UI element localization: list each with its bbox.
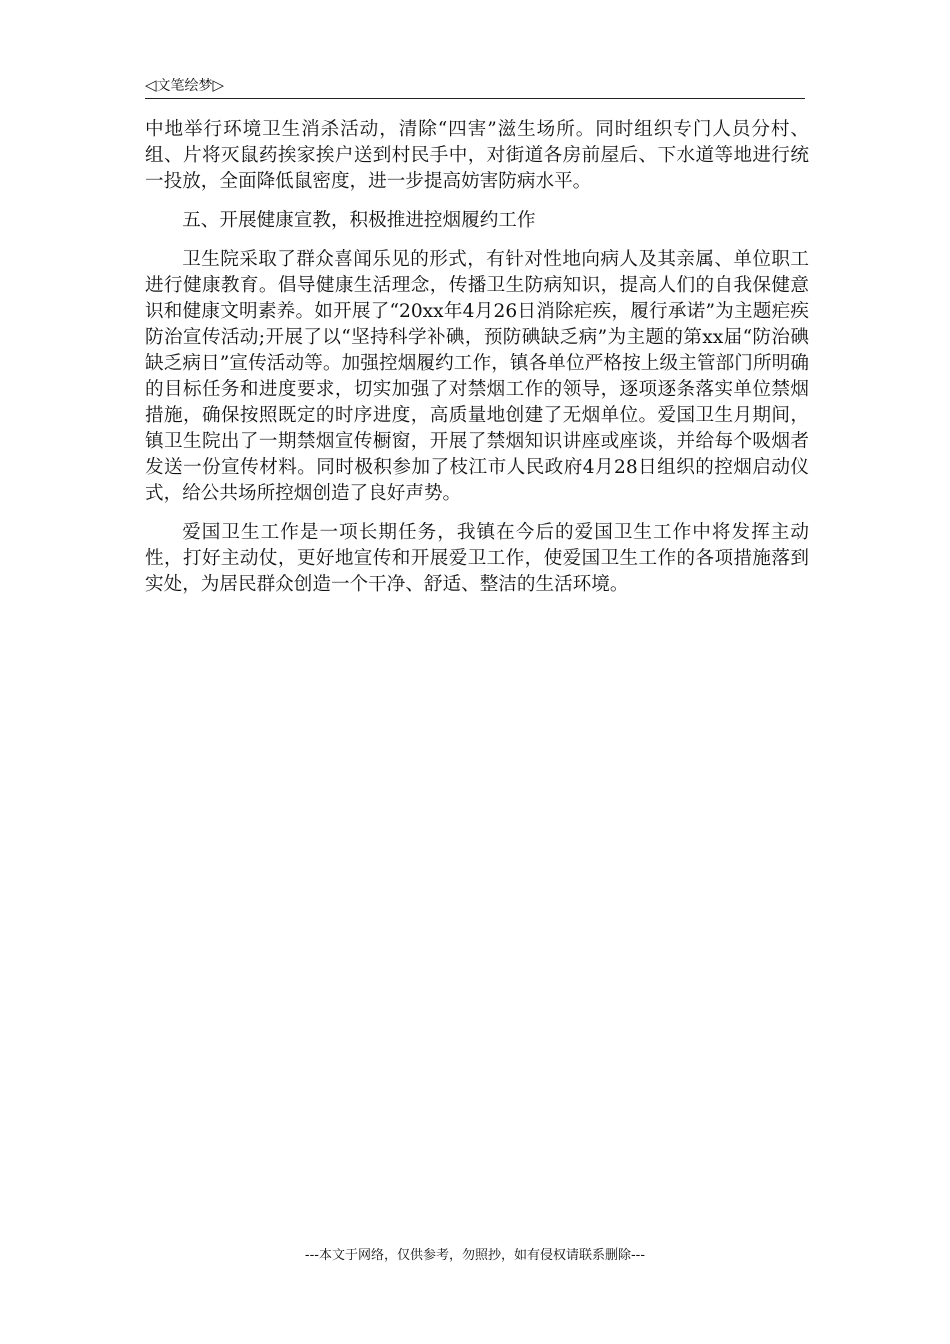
left-triangle-icon: ◁ [145,76,157,94]
document-body [145,117,809,611]
paragraph-health-education: 卫生院采取了群众喜闻乐见的形式，有针对性地向病人及其亲属、单位职工进行健康教育。倡导健康生活理念，传播卫生防病知识，提高人们的自我保健意识和健康文明素养。如开展了“20xx年4月26日消除疟疾，履行承诺”为主题疟疾防治宣传活动;开展了以“坚持科学补碘，预防碘缺乏病”为主题的第xx届“防治碘缺乏病日”宣传活动等。加强控烟履约工作，镇各单位严格按上级主管部门所明确的目标任务和进度要求，切实加强了对禁烟工作的领导，逐项逐条落实单位禁烟措施，确保按照既定的时序进度，高质量地创建了无烟单位。爱国卫生月期间，镇卫生院出了一期禁烟宣传橱窗，开展了禁烟知识讲座或座谈，并给每个吸烟者发送一份宣传材料。同时极积参加了枝江市人民政府4月28日组织的控烟启动仪式，给公共场所控烟创造了良好声势。 [145,249,809,504]
page-header [145,74,805,99]
paragraph-continuation: 中地举行环境卫生消杀活动，清除“四害”滋生场所。同时组织专门人员分村、组、片将灭鼠药挨家挨户送到村民手中，对街道各房前屋后、下水道等地进行统一投放，全面降低鼠密度，进一步提高妨害防病水平。 [145,119,809,192]
header-title: 文笔绘梦 [156,78,213,94]
right-triangle-icon: ▷ [212,76,225,94]
page-footer: ---本文于网络，仅供参考，勿照抄，如有侵权请联系删除--- [304,1248,646,1263]
paragraph-conclusion: 爱国卫生工作是一项长期任务，我镇在今后的爱国卫生工作中将发挥主动性，打好主动仗，更好地宣传和开展爱卫工作，使爱国卫生工作的各项措施落到实处，为居民群众创造一个干净、舒适、整洁的生活环境。 [145,522,809,595]
section-heading: 五、开展健康宣教，积极推进控烟履约工作 [182,210,536,231]
